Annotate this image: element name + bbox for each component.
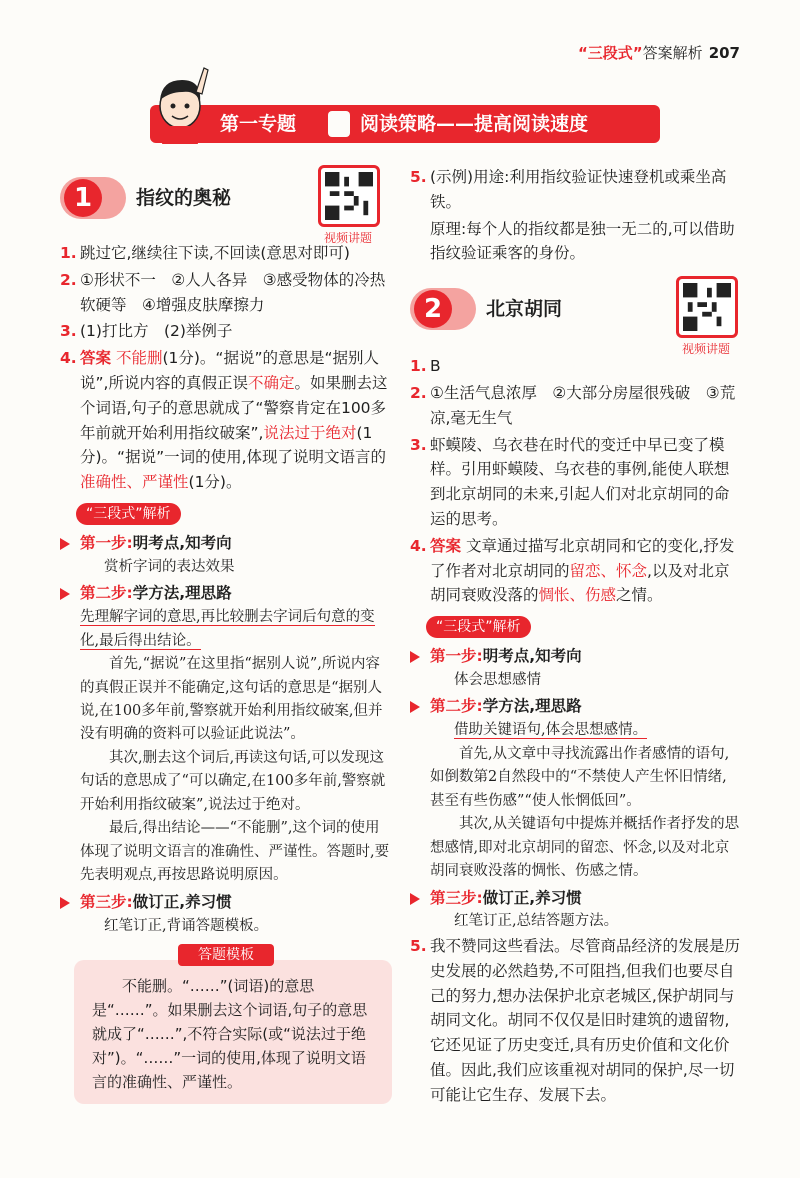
section2-title: 北京胡同: [486, 298, 563, 321]
step-3-note: 红笔订正,总结答题方法。: [454, 913, 619, 930]
analysis-paragraph: 其次,删去这个词后,再读这句话,可以发现这句话的意思成了“可以确定,在100多年前,警察就开始利用指纹破案”,说法过于绝对。: [80, 749, 386, 813]
page-header: [578, 42, 740, 63]
list-item: 2. ①生活气息浓厚 ②大部分房屋很残破 ③荒凉,毫无生气: [410, 383, 736, 427]
mascot-icon: [152, 62, 210, 144]
analysis-tag: “三段式”解析: [426, 616, 531, 638]
answer-4: 4. 答案 文章通过描写北京胡同和它的变化,抒发了作者对北京胡同的留恋、怀念,以及对北京胡同衰败没落的惆怅、伤感之情。: [410, 536, 735, 605]
step-2-note: 借助关键语句,体会思想感情。: [454, 722, 648, 739]
list-item: 3. 虾蟆陵、乌衣巷在时代的变迁中早已变了模样。引用虾蟆陵、乌衣巷的事例,能使人联想到北京胡同的未来,引起人们对北京胡同的命运的思考。: [410, 435, 730, 528]
analysis-tag: “三段式”解析: [76, 503, 181, 525]
analysis-paragraph: 首先,“据说”在这里指“据别人说”,所说内容的真假正误并不能确定,这句话的意思是“据别人说,在100多年前,警察就开始利用指纹破案,但并没有明确的资料可以验证此说法”。: [80, 656, 383, 743]
step-2: 第二步:学方法,理思路: [60, 581, 392, 606]
topic-banner: [150, 105, 660, 143]
answer-4: 4. 答案 不能删(1分)。“据说”的意思是“据别人说”,所说内容的真假正误不确定。如果删去这个词语,句子的意思就成了“警察肯定在100多年前就开始利用指纹破案”,说法过于绝对(1分)。“据说”一词的使用,体现了说明文语言的准确性、严谨性(1分)。: [60, 349, 388, 492]
list-item: 5. (示例)用途:利用指纹验证快速登机或乘坐高铁。: [410, 168, 727, 211]
step-3: 第三步:做订正,养习惯: [60, 890, 392, 915]
qr-code-icon[interactable]: [318, 165, 380, 227]
section1-header: [60, 165, 392, 245]
header-label: 答案解析: [642, 44, 703, 62]
template-tag: 答题模板: [178, 944, 274, 966]
step-3-note: 红笔订正,背诵答题模板。: [104, 917, 269, 934]
analysis-paragraph: 最后,得出结论——“不能删”,这个词的使用体现了说明文语言的准确性、严谨性。答题时,要先表明观点,再按思路说明原因。: [80, 820, 390, 884]
section2-number-badge: 2: [410, 288, 476, 330]
banner-topic: 第一专题: [220, 113, 297, 135]
principle-text: 原理:每个人的指纹都是独一无二的,可以借助指纹验证乘客的身份。: [430, 219, 735, 263]
section1-number-badge: 1: [60, 177, 126, 219]
header-series: “三段式”: [577, 44, 643, 62]
section1-title: 指纹的奥秘: [136, 187, 232, 209]
step-1: 第一步:明考点,知考向: [60, 531, 392, 556]
list-item: 2. ①形状不一 ②人人各异 ③感受物体的冷热软硬等 ④增强皮肤摩擦力: [60, 270, 386, 314]
step-2: 第二步:学方法,理思路: [410, 694, 740, 719]
list-item: 3. (1)打比方 (2)举例子: [60, 322, 233, 341]
left-column: [60, 165, 392, 1104]
step-2-note: 先理解字词的意思,再比较删去字词后句意的变化,最后得出结论。: [80, 609, 375, 649]
section2-header: [410, 276, 740, 357]
step-1-note: 体会思想感情: [454, 671, 541, 688]
right-column: [410, 165, 740, 1109]
list-item: 1. B: [410, 357, 441, 376]
banner-title: 阅读策略——提高阅读速度: [360, 113, 589, 135]
analysis-paragraph: 首先,从文章中寻找流露出作者感情的语句,如倒数第2自然段中的“不禁使人产生怀旧情绪,甚至有些伤感”“使人怅惘低回”。: [430, 745, 730, 809]
step-1-note: 赏析字词的表达效果: [104, 558, 235, 575]
qr-label: 视频讲题: [324, 231, 373, 245]
analysis-paragraph: 其次,从关键语句中提炼并概括作者抒发的思想感情,即对北京胡同的留恋、怀念,以及对北京胡同衰败没落的惆怅、伤感之情。: [430, 816, 740, 880]
answer-template: 不能删。“……”(词语)的意思是“……”。如果删去这个词语,句子的意思就成了“……”,不符合实际(或“说法过于绝对”)。“……”一词的使用,体现了说明文语言的准确性、严谨性。: [74, 960, 392, 1104]
page-number: 207: [708, 44, 740, 62]
list-item: 1. 跳过它,继续往下读,不回读(意思对即可): [60, 244, 350, 262]
step-3: 第三步:做订正,养习惯: [410, 886, 740, 911]
qr-code-icon[interactable]: [676, 276, 738, 338]
list-item: 5. 我不赞同这些看法。尽管商品经济的发展是历史发展的必然趋势,不可阻挡,但我们也要尽自己的努力,想办法保护北京老城区,保护胡同与胡同文化。胡同不仅仅是旧时建筑的遗留物,它还见证了历史变迁,具有历史价值和文化价值。因此,我们应该重视对胡同的保护,尽一切可能让它生存、发展下去。: [410, 936, 741, 1104]
banner-notch: [328, 111, 350, 137]
qr-label: 视频讲题: [682, 342, 731, 357]
step-1: 第一步:明考点,知考向: [410, 644, 740, 669]
